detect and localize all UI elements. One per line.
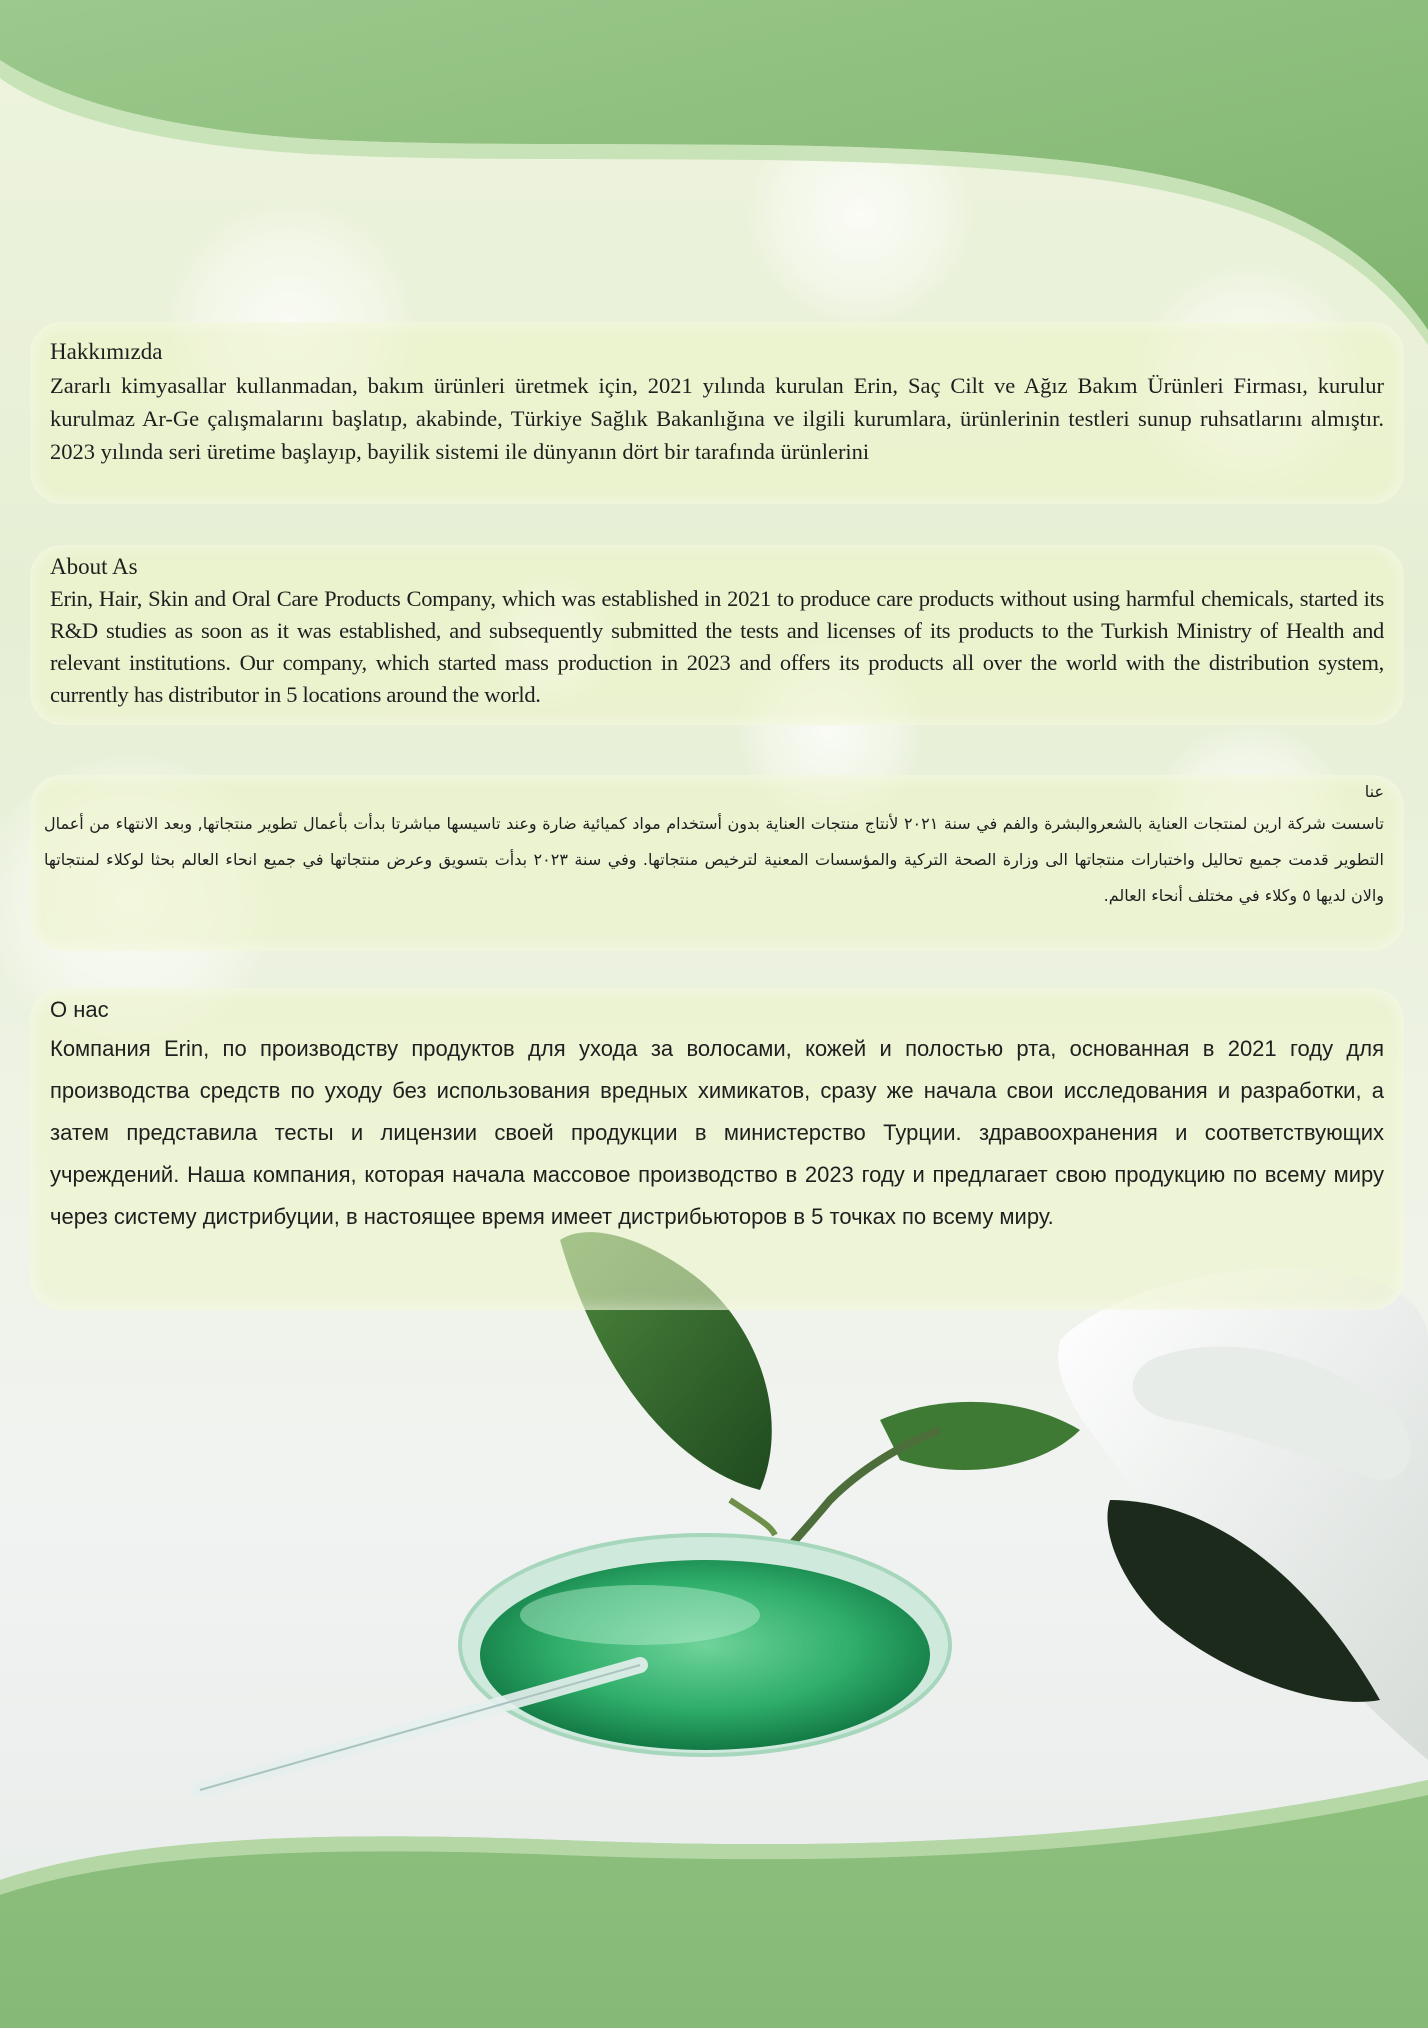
section-title-turkish: Hakkımızda xyxy=(50,339,163,364)
leaf-mid xyxy=(880,1402,1080,1470)
section-title-arabic: عنا xyxy=(1364,782,1384,801)
section-body-english: Erin, Hair, Skin and Oral Care Products Company, which was established in 2021 to produce care products without using harmful chemicals, started its R&D studies as soon as it was established, and subsequently submitted the tests and licenses of its products to the Turkish Ministry of Health and relevant institutions. Our company, which started mass production in 2023 and offers its products all over the world with the distribution system, currently has distributor in 5 locations around the world. xyxy=(50,586,1384,707)
stem-lower xyxy=(730,1500,775,1535)
section-title-russian: О нас xyxy=(50,997,109,1022)
petri-dish-reflection xyxy=(520,1585,760,1645)
section-title-english: About As xyxy=(50,554,138,579)
petri-dish-liquid xyxy=(480,1560,930,1750)
section-body-turkish: Zararlı kimyasallar kullanmadan, bakım ürünleri üretmek için, 2021 yılında kurulan Erin, Saç Cilt ve Ağız Bakım Ürünleri Firması, kurulur kurulmaz Ar-Ge çalışmalarını başlatıp, akabinde, Türkiye Sağlık Bakanlığına ve ilgili kurumlara, ürünlerinin testleri sunup ruhsatlarını almıştır. 2023 yılında seri üretime başlayıp, bayilik sistemi ile dünyanın dört bir tarafında ürünlerini xyxy=(50,373,1384,464)
section-body-arabic: تاسست شركة ارين لمنتجات العناية بالشعروالبشرة والفم في سنة ٢٠٢١ لأنتاج منتجات العناية بدون أستخدام مواد كميائية ضارة وعند تاسيسها مباشرتا بدأت بأعمال تطوير منتجاتها, وبعد الانتهاء من أعمال التطوير قدمت جميع تحاليل واختبارات منتجاتها الى وزارة الصحة التركية والمؤسسات المعنية لترخيص منتجاتها. وفي سنة ٢٠٢٣ بدأت بتسويق وعرض منتجاتها في جميع انحاء العالم بحثا لوكلاء لمنتجاتها والان لديها ٥ وكلاء في مختلف أنحاء العالم. xyxy=(44,814,1385,905)
section-body-russian: Компания Erin, по производству продуктов для ухода за волосами, кожей и полостью рта, основанная в 2021 году для производства средств по уходу без использования вредных химикатов, сразу же начала свои исследования и разработки, а затем представила тесты и лицензии своей продукции в министерство Турции. здравоохранения и соответствующих учреждений. Наша компания, которая начала массовое производство в 2023 году и предлагает свою продукцию по всему миру через систему дистрибуции, в настоящее время имеет дистрибьюторов в 5 точках по всему миру. xyxy=(50,1036,1384,1229)
